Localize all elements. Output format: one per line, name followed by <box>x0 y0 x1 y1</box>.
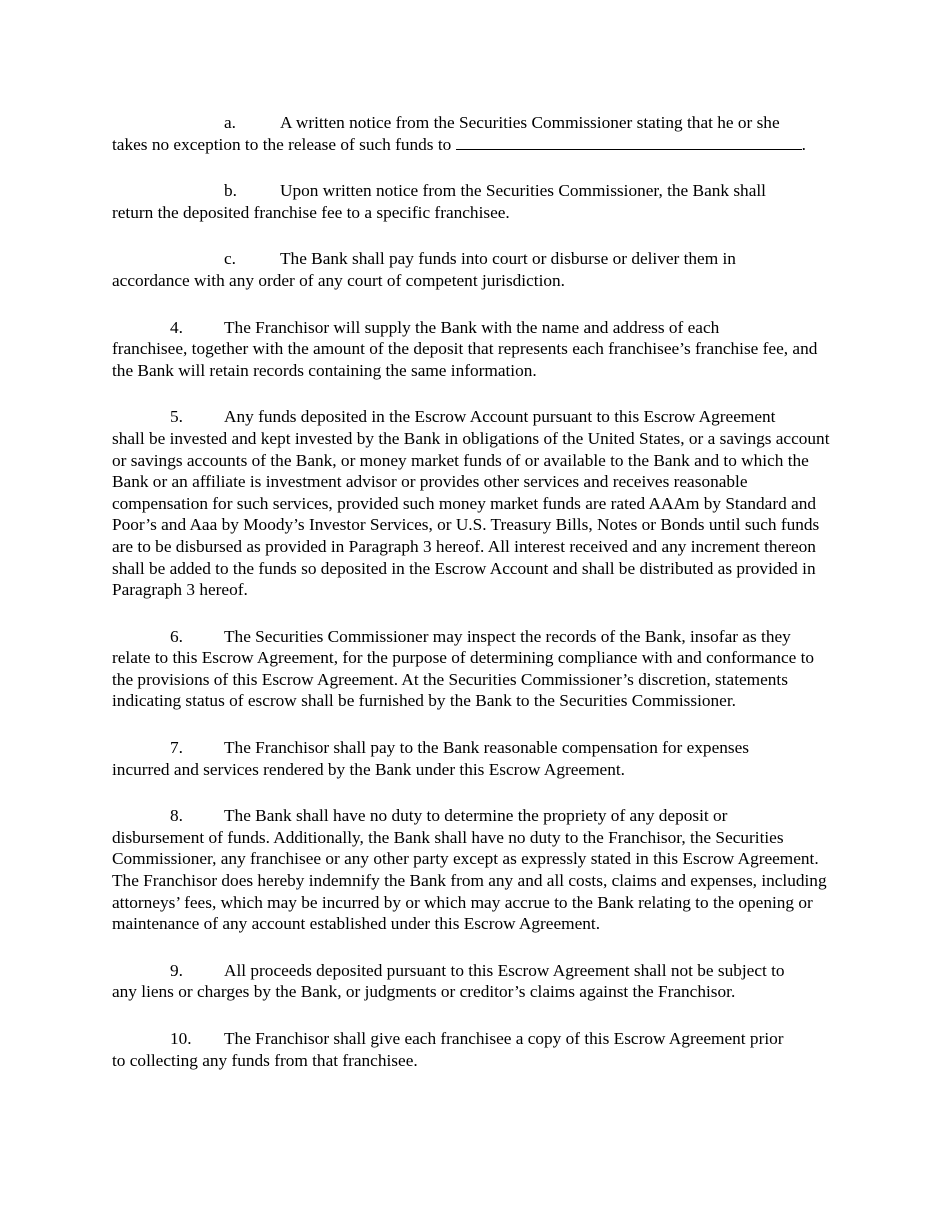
paragraph-body: relate to this Escrow Agreement, for the purpose of determining compliance with and conformance to the provisions of this Escrow Agreement. At the Securities Commissioner’s discretion, statements indicating status of escrow shall be furnished by the Bank to the Securities Commissioner. <box>112 648 815 711</box>
paragraph-body: return the deposited franchise fee to a specific franchisee. <box>112 202 510 222</box>
paragraph-body: disbursement of funds. Additionally, the Bank shall have no duty to the Franchisor, the Securities Commissioner, any franchisee or any other party except as expressly stated in this Escrow Agreement. The Franchisor does hereby indemnify the Bank from any and all costs, claims and expenses, including attorneys’ fees, which may be incurred by or which may accrue to the Bank relating to the opening or maintenance of any account established under this Escrow Agreement. <box>112 827 827 934</box>
paragraph-body: any liens or charges by the Bank, or judgments or creditor’s claims against the Franchisor. <box>112 982 736 1002</box>
paragraph-body: to collecting any funds from that franchisee. <box>112 1050 418 1070</box>
paragraph-number: 6. <box>170 626 183 646</box>
paragraph-number: 5. <box>170 407 183 427</box>
paragraph-number: 10. <box>170 1029 192 1048</box>
paragraph-lead: The Franchisor will supply the Bank with the name and address of each <box>224 317 720 337</box>
paragraph-8 <box>112 805 834 935</box>
paragraph-lead: All proceeds deposited pursuant to this Escrow Agreement shall not be subject to <box>224 960 785 980</box>
paragraph-lead: A written notice from the Securities Commissioner stating that he or she <box>280 113 780 132</box>
paragraph-body: takes no exception to the release of such funds to <box>112 134 452 154</box>
paragraph-c <box>112 248 834 291</box>
paragraph-body: incurred and services rendered by the Bank under this Escrow Agreement. <box>112 759 625 779</box>
paragraph-lead: Any funds deposited in the Escrow Account pursuant to this Escrow Agreement <box>224 407 776 427</box>
paragraph-number: b. <box>224 181 237 201</box>
paragraph-body: shall be invested and kept invested by the Bank in obligations of the United States, or a savings account or savings accounts of the Bank, or money market funds of or available to the Bank and to which the Bank or an affiliate is investment advisor or provides other services and receives reasonable compensation for such services, provided such money market funds are rated AAAm by Standard and Poor’s and Aaa by Moody’s Investor Services, or U.S. Treasury Bills, Notes or Bonds until such funds are to be disbursed as provided in Paragraph 3 hereof. All interest received and any increment thereon shall be added to the funds so deposited in the Escrow Account and shall be distributed as provided in Paragraph 3 hereof. <box>112 428 830 600</box>
paragraph-lead: The Bank shall have no duty to determine the propriety of any deposit or <box>224 806 728 826</box>
paragraph-end: . <box>801 134 806 154</box>
paragraph-number: 4. <box>170 317 183 337</box>
paragraph-10 <box>112 1028 834 1071</box>
paragraph-lead: Upon written notice from the Securities Commissioner, the Bank shall <box>280 181 766 201</box>
paragraph-number: c. <box>224 249 236 269</box>
paragraph-body: franchisee, together with the amount of the deposit that represents each franchisee’s franchise fee, and the Bank will retain records containing the same information. <box>112 339 818 380</box>
document-page <box>112 112 834 1096</box>
paragraph-number: a. <box>224 113 236 132</box>
paragraph-number: 8. <box>170 806 183 826</box>
paragraph-lead: The Franchisor shall give each franchisee a copy of this Escrow Agreement prior <box>224 1029 784 1048</box>
paragraph-6 <box>112 626 834 712</box>
paragraph-lead: The Franchisor shall pay to the Bank reasonable compensation for expenses <box>224 738 750 758</box>
paragraph-lead: The Securities Commissioner may inspect the records of the Bank, insofar as they <box>224 626 791 646</box>
paragraph-number: 9. <box>170 960 183 980</box>
paragraph-9 <box>112 960 834 1003</box>
paragraph-b <box>112 180 834 223</box>
paragraph-number: 7. <box>170 738 183 758</box>
paragraph-lead: The Bank shall pay funds into court or disburse or deliver them in <box>280 249 736 269</box>
paragraph-4 <box>112 317 834 382</box>
paragraph-a <box>112 112 834 155</box>
paragraph-7 <box>112 737 834 780</box>
paragraph-5 <box>112 406 834 600</box>
blank-line <box>456 135 802 150</box>
paragraph-body: accordance with any order of any court of competent jurisdiction. <box>112 270 565 290</box>
